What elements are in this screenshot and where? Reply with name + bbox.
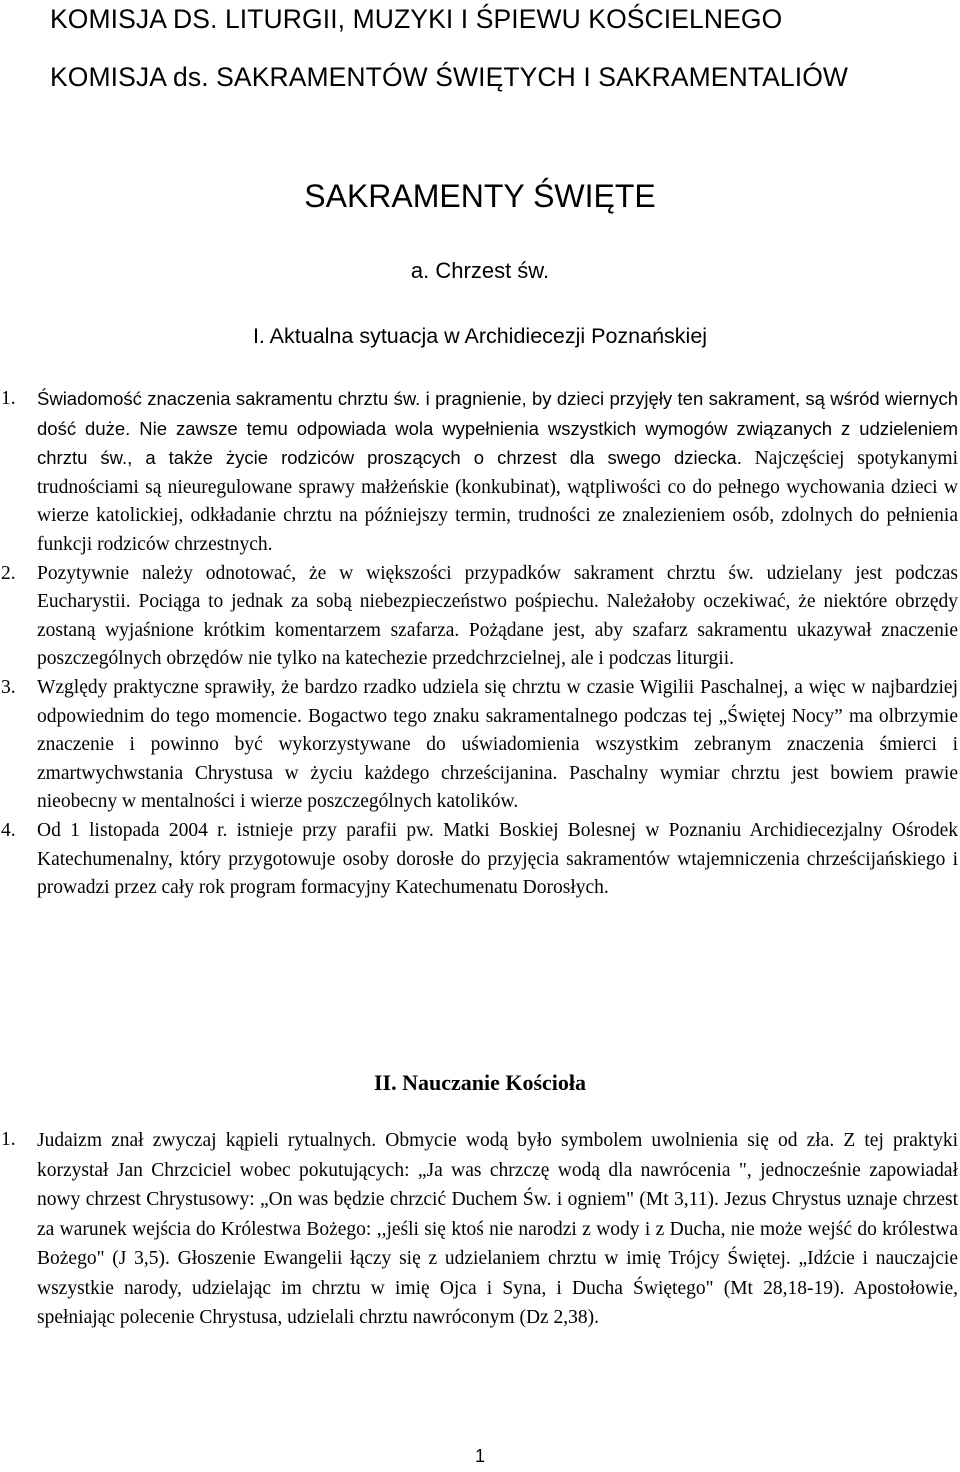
list-item-text: Od 1 listopada 2004 r. istnieje przy parafii pw. Matki Boskiej Bolesnej w Poznaniu Archidiecezjalny Ośrodek Katechumenalny, który przygotowuje osoby dorosłe do przyjęcia sakramentów wtajemniczenia chrześcijańskiego i prowadzi przez cały rok program formacyjny Katechumenatu Dorosłych.	[37, 819, 958, 899]
list-item-text: Pozytywnie należy odnotować, że w większości przypadków sakrament chrztu św. udzielany jest podczas Eucharystii. Pociąga to jednak za sobą niebezpieczeństwo pośpiechu. Należałoby oczekiwać, że niektóre obrzędy zostaną wyjaśnione krótkim komentarzem szafarza. Pożądane jest, aby szafarz sakramentu ukazywał znaczenie poszczególnych obrzędów nie tylko na katechezie przedchrzcielnej, ale i podczas liturgii.	[37, 562, 958, 670]
header-commission-liturgy: KOMISJA DS. LITURGII, MUZYKI I ŚPIEWU KOŚCIELNEGO	[50, 4, 783, 34]
list-item	[0, 817, 960, 903]
list-item-text: Judaizm znał zwyczaj kąpieli rytualnych. Obmycie wodą było symbolem uwolnienia się od zła. Z tej praktyki korzystał Jan Chrzciciel wobec pokutujących: „Ja was chrzczę wodą dla nawrócenia ", jednocześnie zapowiadał nowy chrzest Chrystusowy: „On was będzie chrzcić Duchem Św. i ogniem" (Mt 3,11). Jezus Chrystus uznaje chrzest za warunek wejścia do Królestwa Bożego: ,,jeśli się ktoś nie narodzi z wody i z Ducha, nie może wejść do królestwa Bożego" (J 3,5). Głoszenie Ewangelii łączy się z udzielaniem chrztu w imię Trójcy Świętej. „Idźcie i nauczajcie wszystkie narody, udzielając im chrztu w imię Ojca i Syna, i Ducha Świętego" (Mt 28,18-19). Apostołowie, spełniając polecenie Chrystusa, udzielali chrztu nawróconym (Dz 2,38).	[37, 1130, 958, 1328]
list-item-text	[37, 385, 958, 560]
list-item-number: 1.	[1, 388, 16, 409]
list-item-text: Względy praktyczne sprawiły, że bardzo rzadko udziela się chrztu w czasie Wigilii Paschalnej, a więc w najbardziej odpowiednim do tego momencie. Bogactwo tego znaku sakramentalnego podczas tej „Świętej Nocy” ma olbrzymie znaczenie i powinno być wykorzystywane do uświadomienia wszystkim zebranym znaczenia śmierci i zmartwychwstania Chrystusa w życiu każdego chrześcijanina. Paschalny wymiar chrztu jest bowiem prawie nieobecny w mentalności i wierze poszczególnych katolików.	[37, 676, 958, 813]
list-item-number: 1.	[1, 1129, 16, 1150]
section-1-list	[0, 385, 960, 903]
section-2-heading: II. Nauczanie Kościoła	[373, 1070, 587, 1095]
list-item-number: 2.	[1, 562, 16, 584]
list-item-text-part-b: Najczęściej spotykanymi trudnościami są nieuregulowane sprawy małżeńskie (konkubinat), wątpliwości co do pełnego wychowania dzieci w wierze katolickiej, odkładanie chrztu na późniejszy termin, trudności ze znalezieniem osób, zdolnych do pełnienia funkcji rodziców chrzestnych.	[37, 448, 958, 555]
section-1-heading: I. Aktualna sytuacja w Archidiecezji Poznańskiej	[252, 324, 708, 348]
list-item-number: 4.	[1, 819, 16, 841]
list-item	[0, 560, 960, 674]
header-commission-sacraments: KOMISJA ds. SAKRAMENTÓW ŚWIĘTYCH I SAKRAMENTALIÓW	[50, 62, 849, 92]
list-item-text-part-a: Świadomość znaczenia sakramentu chrztu św. i pragnienie, by dzieci przyjęły ten sakrament, są wśród wiernych dość duże. Nie zawsze temu odpowiada wola wypełnienia wszystkich wymogów związanych z udzieleniem chrztu św., a także życie rodziców proszących o chrzest dla swego dziecka.	[37, 388, 958, 469]
list-item	[0, 385, 960, 560]
list-item	[0, 674, 960, 817]
list-item	[0, 1126, 960, 1333]
section-2-list	[0, 1126, 960, 1333]
document-subtitle: a. Chrzest św.	[410, 258, 550, 283]
document-title: SAKRAMENTY ŚWIĘTE	[304, 178, 656, 214]
list-item-number: 3.	[1, 676, 16, 698]
page-number: 1	[474, 1446, 485, 1466]
